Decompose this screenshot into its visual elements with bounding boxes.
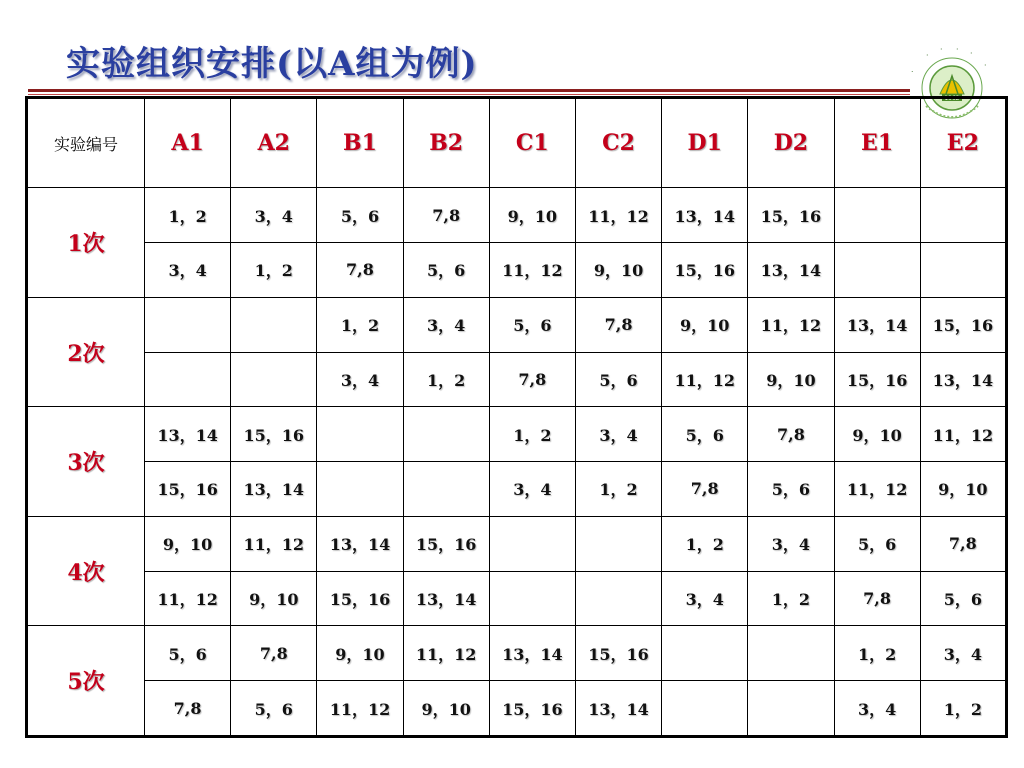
table-row xyxy=(27,571,1007,626)
table-cell xyxy=(145,352,231,407)
svg-text:·: · xyxy=(940,45,943,54)
table-cell: 11，12 xyxy=(317,681,403,737)
table-row xyxy=(27,352,1007,407)
round-label: 1次 xyxy=(27,188,145,298)
table-cell: 13，14 xyxy=(231,462,317,517)
table-cell: 11，12 xyxy=(748,297,834,352)
table-cell: 15，16 xyxy=(231,407,317,462)
title-divider-thin xyxy=(28,94,910,95)
table-cell: 1，2 xyxy=(662,516,748,571)
svg-text:·: · xyxy=(926,51,929,60)
table-cell xyxy=(317,462,403,517)
table-cell: 15，16 xyxy=(748,188,834,243)
table-cell: 5，6 xyxy=(662,407,748,462)
table-row xyxy=(27,462,1007,517)
table-cell: 15，16 xyxy=(403,516,489,571)
table-cell: 1，2 xyxy=(489,407,575,462)
table-cell xyxy=(834,188,920,243)
header-label: 实验编号 xyxy=(27,98,145,188)
table-cell: 3，4 xyxy=(403,297,489,352)
table-cell: 13，14 xyxy=(920,352,1006,407)
column-header: B1 xyxy=(317,98,403,188)
column-header: C1 xyxy=(489,98,575,188)
table-cell: 11，12 xyxy=(145,571,231,626)
table-cell: 11，12 xyxy=(662,352,748,407)
column-header: A1 xyxy=(145,98,231,188)
table-cell: 9，10 xyxy=(403,681,489,737)
table-cell xyxy=(662,626,748,681)
table-cell: 13，14 xyxy=(317,516,403,571)
table-cell xyxy=(403,407,489,462)
table-cell: 9，10 xyxy=(489,188,575,243)
table-cell: 9，10 xyxy=(575,242,661,297)
svg-text:·: · xyxy=(984,61,987,70)
column-header: D2 xyxy=(748,98,834,188)
round-label: 2次 xyxy=(27,297,145,407)
round-label: 4次 xyxy=(27,516,145,626)
table-cell: 5，6 xyxy=(489,297,575,352)
table-cell: 7,8 xyxy=(231,626,317,681)
table-cell xyxy=(662,681,748,737)
table-cell: 9，10 xyxy=(317,626,403,681)
table-cell: 13，14 xyxy=(834,297,920,352)
round-label: 5次 xyxy=(27,626,145,737)
table-cell xyxy=(489,516,575,571)
table-cell: 7,8 xyxy=(834,571,920,626)
table-cell xyxy=(575,516,661,571)
table-cell: 13，14 xyxy=(145,407,231,462)
table-cell: 9，10 xyxy=(662,297,748,352)
table-row xyxy=(27,188,1007,243)
page-title: 实验组织安排(以A组为例) xyxy=(66,44,478,84)
table-cell: 11，12 xyxy=(489,242,575,297)
table-cell: 5，6 xyxy=(575,352,661,407)
table-cell: 1，2 xyxy=(403,352,489,407)
table-cell: 9，10 xyxy=(231,571,317,626)
table-cell: 3，4 xyxy=(748,516,834,571)
table-cell: 11，12 xyxy=(575,188,661,243)
column-header: E1 xyxy=(834,98,920,188)
table-cell: 5，6 xyxy=(145,626,231,681)
column-header: E2 xyxy=(920,98,1006,188)
table-cell: 13，14 xyxy=(748,242,834,297)
table-cell: 1，2 xyxy=(748,571,834,626)
table-cell xyxy=(834,242,920,297)
table-cell: 7,8 xyxy=(662,462,748,517)
table-cell: 1，2 xyxy=(834,626,920,681)
table-cell: 13，14 xyxy=(662,188,748,243)
table-cell: 7,8 xyxy=(317,242,403,297)
table-cell xyxy=(231,297,317,352)
table-row xyxy=(27,407,1007,462)
header-row xyxy=(27,98,1007,188)
svg-text:·: · xyxy=(907,68,918,75)
table-cell: 3，4 xyxy=(575,407,661,462)
table-cell: 3，4 xyxy=(317,352,403,407)
column-header: D1 xyxy=(662,98,748,188)
logo-year: 1962 xyxy=(944,95,960,102)
table-cell: 9，10 xyxy=(920,462,1006,517)
table-cell: 9，10 xyxy=(748,352,834,407)
table-cell: 3，4 xyxy=(145,242,231,297)
table-cell: 9，10 xyxy=(145,516,231,571)
table-cell: 15，16 xyxy=(489,681,575,737)
table-cell xyxy=(145,297,231,352)
table-cell: 15，16 xyxy=(317,571,403,626)
table-cell: 7,8 xyxy=(403,188,489,243)
table-cell: 5，6 xyxy=(920,571,1006,626)
table-cell: 15，16 xyxy=(145,462,231,517)
table-cell: 7,8 xyxy=(489,352,575,407)
table-row xyxy=(27,681,1007,737)
table-cell xyxy=(748,626,834,681)
table-cell: 1，2 xyxy=(317,297,403,352)
table-cell: 15，16 xyxy=(662,242,748,297)
table-cell: 1，2 xyxy=(920,681,1006,737)
title-divider xyxy=(28,89,910,92)
column-header: B2 xyxy=(403,98,489,188)
table-cell: 15，16 xyxy=(920,297,1006,352)
table-cell: 7,8 xyxy=(748,407,834,462)
svg-text:·: · xyxy=(956,45,959,54)
table-cell: 3，4 xyxy=(920,626,1006,681)
table-cell: 5，6 xyxy=(834,516,920,571)
table-cell: 1，2 xyxy=(575,462,661,517)
table-cell: 3，4 xyxy=(834,681,920,737)
table-row xyxy=(27,242,1007,297)
table-cell: 11，12 xyxy=(231,516,317,571)
table-cell xyxy=(920,242,1006,297)
svg-text:·: · xyxy=(970,49,973,58)
table-cell xyxy=(231,352,317,407)
table-row xyxy=(27,516,1007,571)
table-cell: 3，4 xyxy=(231,188,317,243)
table-cell xyxy=(403,462,489,517)
table-cell: 1，2 xyxy=(231,242,317,297)
experiment-schedule-table xyxy=(25,96,1008,738)
table-cell: 13，14 xyxy=(403,571,489,626)
table-cell xyxy=(920,188,1006,243)
table-cell: 3，4 xyxy=(489,462,575,517)
table-cell: 1，2 xyxy=(145,188,231,243)
table-row xyxy=(27,626,1007,681)
table-cell xyxy=(748,681,834,737)
column-header: C2 xyxy=(575,98,661,188)
table-cell: 5，6 xyxy=(748,462,834,517)
table-cell xyxy=(575,571,661,626)
table-cell: 11，12 xyxy=(403,626,489,681)
round-label: 3次 xyxy=(27,407,145,517)
table-cell: 9，10 xyxy=(834,407,920,462)
table-row xyxy=(27,297,1007,352)
table-cell: 7,8 xyxy=(575,297,661,352)
table-cell: 5，6 xyxy=(403,242,489,297)
table-cell: 7,8 xyxy=(920,516,1006,571)
table-cell xyxy=(489,571,575,626)
column-header: A2 xyxy=(231,98,317,188)
table-cell: 5，6 xyxy=(317,188,403,243)
table-cell: 11，12 xyxy=(920,407,1006,462)
table-cell: 15，16 xyxy=(834,352,920,407)
table-cell: 5，6 xyxy=(231,681,317,737)
table-cell: 11，12 xyxy=(834,462,920,517)
table-cell: 13，14 xyxy=(575,681,661,737)
table-cell xyxy=(317,407,403,462)
table-cell: 15，16 xyxy=(575,626,661,681)
table-cell: 7,8 xyxy=(145,681,231,737)
table-cell: 13，14 xyxy=(489,626,575,681)
table-cell: 3，4 xyxy=(662,571,748,626)
